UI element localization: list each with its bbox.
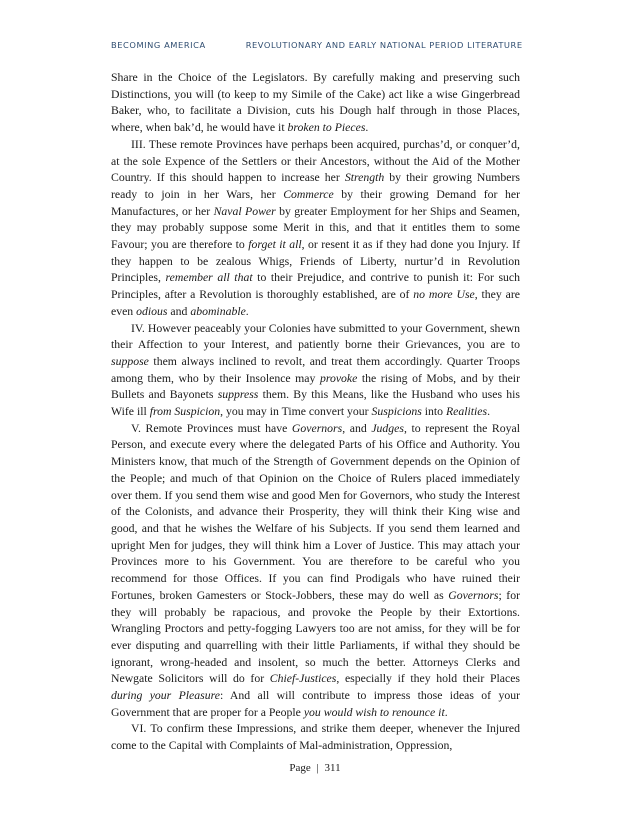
italic-text: broken to Pieces <box>287 121 366 135</box>
text-run: the rising of Mobs, and by their Bullets and Bayonets <box>111 371 520 402</box>
text-run: III. These remote Provinces have perhaps been acquired, purchas’d, or conquer’d, at the sole Expence of the Settlers or their Ancestors, without the Aid of the Mother Country. If this should happen to increase her <box>111 137 520 185</box>
italic-text: forget it all <box>248 238 302 252</box>
text-run: , or resent it as if they had done you Injury. If they happen to be zealous Whigs, Friends of Liberty, nurtur’d in Revolution Principles, <box>111 238 520 285</box>
text-run: . <box>444 705 448 719</box>
body-text <box>111 70 520 755</box>
italic-text: Realities <box>445 405 488 419</box>
italic-text: Governors <box>448 588 499 602</box>
italic-text: no more Use <box>413 288 475 302</box>
text-run: them. By this Means, like the Husband who uses his Wife ill <box>111 388 520 419</box>
italic-text: during your Pleasure <box>111 689 220 703</box>
page-number: 311 <box>324 762 341 774</box>
text-run: into <box>421 405 446 419</box>
text-run: by their growing Numbers ready to join in her Wars, her <box>111 171 520 201</box>
italic-text: suppress <box>217 388 259 402</box>
paragraph-continuation <box>111 70 520 137</box>
italic-text: Strength <box>344 171 385 185</box>
page-label: Page <box>289 762 311 774</box>
italic-text: Naval Power <box>213 204 276 218</box>
italic-text: Commerce <box>283 187 334 201</box>
italic-text: suppose <box>111 354 149 368</box>
text-run: them always inclined to revolt, and treat them accordingly. Quarter Troops among them, who by their Insolence may <box>111 354 520 385</box>
text-run: VI. To confirm these Impressions, and strike them deeper, whenever the Injured come to the Capital with Complaints of Mal-administration, Oppression, <box>111 722 520 753</box>
italic-text: from Suspicion <box>149 405 221 419</box>
text-run: , they are even <box>111 288 520 318</box>
italic-text: Chief-Justices <box>269 672 337 686</box>
page-footer <box>0 762 630 774</box>
italic-text: odious <box>136 304 168 318</box>
paragraph-v <box>111 421 520 722</box>
header-book-title: BECOMING AMERICA <box>111 40 206 50</box>
italic-text: Governors <box>291 421 343 435</box>
paragraph-iv <box>111 321 520 421</box>
text-run: . <box>245 304 249 318</box>
text-run: . <box>487 405 491 419</box>
italic-text: Judges <box>371 421 404 435</box>
text-run: , especially if they hold their Places <box>336 672 521 686</box>
text-run: , to represent the Royal Person, and execute every where the delegated Parts of his Office and Authority. You Ministers know, that much of the Strength of Government depends on the Opinion of the People; and much of that Opinion on the Choice of Rulers placed immediately over them. If you send them wise and good Men for Governors, who study the Interest of the Colonists, and advance their Prosperity, they will think their King wise and good, and that he wishes the Welfare of his Subjects. If you send them learned and upright Men for judges, they will think him a Lover of Justice. This may attach your Provinces more to his Government. You are therefore to be careful who you recommend for those Offices. If you can find Prodigals who have ruined their Fortunes, broken Gamesters or Stock-Jobbers, these may do well as <box>111 421 520 602</box>
text-run: Share in the Choice of the Legislators. By carefully making and preserving such Distinctions, you will (to keep to my Simile of the Cake) act like a wise Gingerbread Baker, who, to facilitate a Division, cuts his Dough half through in those Places, where, when bak’d, he would have it <box>111 71 520 135</box>
text-run: by greater Employment for her Ships and Seamen, they may probably suppose some Merit in this, and that it entitles them to some Favour; you are therefore to <box>111 204 520 252</box>
text-run: ; for they will probably be rapacious, and provoke the People by their Extortions. Wrangling Proctors and petty-fogging Lawyers too are not amiss, for they will be for ever disputing and quarrelling with their little Parliaments, if withal they should be ignorant, wrong-headed and insolent, so much the better. Attorneys Clerks and Newgate Solicitors will do for <box>111 588 520 686</box>
text-run: to their Prejudice, and contrive to punish it: For such Principles, after a Revolution is thoroughly established, are of <box>111 271 521 302</box>
running-header <box>111 40 531 50</box>
text-run: , you may in Time convert your <box>220 405 372 419</box>
italic-text: provoke <box>319 371 358 385</box>
text-run: : And all will contribute to impress those ideas of your Government that are proper for a People <box>111 689 520 719</box>
italic-text: remember all that <box>165 271 253 285</box>
paragraph-iii <box>111 137 520 321</box>
page-separator: | <box>316 762 319 774</box>
text-run: . <box>365 121 369 135</box>
text-run: by their growing Demand for her Manufactures, or her <box>111 187 520 218</box>
italic-text: abominable <box>190 304 246 318</box>
header-section-title: REVOLUTIONARY AND EARLY NATIONAL PERIOD LITERATURE <box>245 40 523 50</box>
paragraph-vi <box>111 721 520 754</box>
text-run: V. Remote Provinces must have <box>131 421 292 435</box>
italic-text: Suspicions <box>371 405 422 419</box>
text-run: , and <box>342 421 372 435</box>
text-run: IV. However peaceably your Colonies have submitted to your Government, shewn their Affection to your Interest, and patiently borne their Grievances, you are to <box>111 321 520 352</box>
text-run: and <box>167 304 191 318</box>
italic-text: you would wish to renounce it <box>303 705 445 719</box>
